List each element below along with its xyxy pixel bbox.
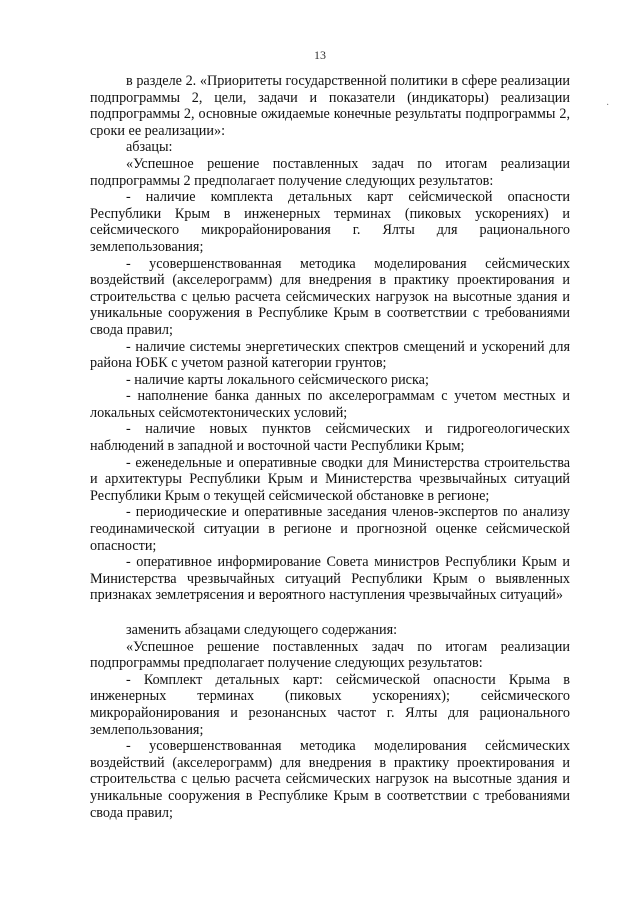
paragraph-new-intro: «Успешное решение поставленных задач по итогам реализации подпрограммы предполагает получение следующих результатов: [90,638,570,672]
list-item-old-meetings: - периодические и оперативные заседания членов-экспертов по анализу геодинамической ситуации в регионе и прогнозной оценке сейсмической опасности; [90,504,570,554]
list-item-old-risk-map: - наличие карты локального сейсмического риска; [126,371,429,388]
list-item-old-stations: - наличие новых пунктов сейсмических и гидрогеологических наблюдений в западной и восточной части Республики Крым; [90,421,570,455]
list-item-old-reports: - еженедельные и оперативные сводки для Министерства строительства и архитектуры Республики Крым и Министерства чрезвычайных ситуаций Республики Крым о текущей сейсмической обстановке в регионе; [90,454,570,504]
document-body [90,73,570,821]
list-item-old-maps: - наличие комплекта детальных карт сейсмической опасности Республики Крым в инженерных терминах (пиковых ускорениях) и сейсмического микрорайонирования г. Ялты для рационального землепользования; [90,189,570,255]
list-item-old-informing: - оперативное информирование Совета министров Республики Крым и Министерства чрезвычайных ситуаций Республики Крым о выявленных признаках землетрясения и вероятного наступления чрезвычайных ситуаций» [90,554,570,604]
list-item-old-spectra: - наличие системы энергетических спектров смещений и ускорений для района ЮБК с учетом разной категории грунтов; [90,338,570,372]
paragraph-replace: заменить абзацами следующего содержания: [126,622,398,638]
list-item-old-databank: - наполнение банка данных по акселерограммам с учетом местных и локальных сейсмотектонических условий; [90,388,570,421]
margin-mark: · [606,100,610,111]
paragraph-old-intro: «Успешное решение поставленных задач по итогам реализации подпрограммы 2 предполагает получение следующих результатов: [90,155,570,189]
paragraph-abzacy: абзацы: [126,139,173,156]
paragraph-section-reference: в разделе 2. «Приоритеты государственной политики в сфере реализации подпрограммы 2, цели, задачи и показатели (индикаторы) реализации подпрограммы 2, основные ожидаемые конечные результаты подпрограммы 2, сроки ее реализации»: [90,73,570,139]
list-item-old-method: - усовершенствованная методика моделирования сейсмических воздействий (акселерограмм) для внедрения в практику проектирования и строительства с целью расчета сейсмических нагрузок на высотные здания и уникальные сооружения в Республике Крым в соответствии с требованиями свода правил; [90,255,570,338]
list-item-new-method: - усовершенствованная методика моделирования сейсмических воздействий (акселерограмм) для внедрения в практику проектирования и строительства с целью расчета сейсмических нагрузок на высотные здания и уникальные сооружения в Республике Крым в соответствии с требованиями свода правил; [90,738,570,821]
page-number: 13 [314,48,326,62]
list-item-new-maps: - Комплект детальных карт: сейсмической опасности Крыма в инженерных терминах (пиковых ускорениях); сейсмического микрорайонирования и резонансных частот г. Ялты для рационального землепользования; [90,671,570,738]
